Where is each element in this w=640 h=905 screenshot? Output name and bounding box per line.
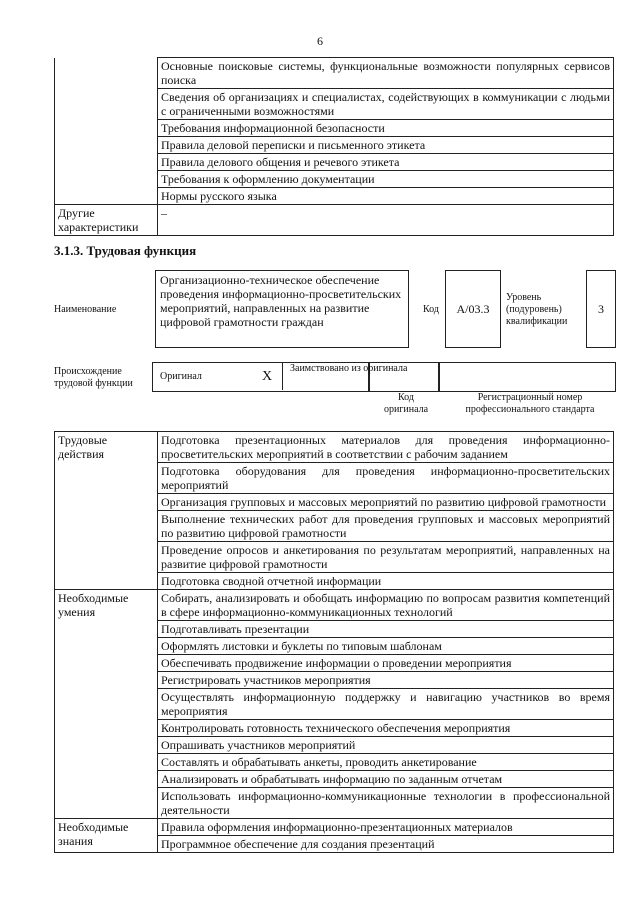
original-mark: X bbox=[262, 369, 273, 384]
row-label bbox=[55, 120, 158, 137]
list-item: Программное обеспечение для создания презентаций bbox=[158, 836, 614, 853]
group-label: Необходимые знания bbox=[55, 819, 158, 853]
list-item: Контролировать готовность технического обеспечения мероприятия bbox=[158, 720, 614, 737]
row-value: Требования к оформлению документации bbox=[158, 171, 614, 188]
list-item: Собирать, анализировать и обобщать информацию по вопросам развития компетенций в сфере информационно-коммуникационных технологий bbox=[158, 590, 614, 621]
table-row bbox=[55, 58, 614, 89]
table-row bbox=[55, 590, 614, 621]
list-item: Подготовка сводной отчетной информации bbox=[158, 573, 614, 590]
row-label bbox=[55, 188, 158, 205]
row-label: Другие характеристики bbox=[55, 205, 158, 236]
list-item: Правила оформления информационно-презентационных материалов bbox=[158, 819, 614, 836]
name-value: Организационно-техническое обеспечение проведения информационно-просветительских мероприятий, направленных на развитие цифровой грамотности граждан bbox=[160, 273, 402, 329]
list-item: Использовать информационно-коммуникационные технологии в профессиональной деятельности bbox=[158, 788, 614, 819]
table-row bbox=[55, 154, 614, 171]
table-row bbox=[55, 120, 614, 137]
list-item: Подготавливать презентации bbox=[158, 621, 614, 638]
row-value: – bbox=[158, 205, 614, 236]
row-label bbox=[55, 58, 158, 89]
origin-label: Происхождение трудовой функции bbox=[54, 366, 133, 389]
row-label bbox=[55, 154, 158, 171]
list-item: Анализировать и обрабатывать информацию по заданным отчетам bbox=[158, 771, 614, 788]
row-value: Правила делового общения и речевого этикета bbox=[158, 154, 614, 171]
row-label bbox=[55, 171, 158, 188]
table-row bbox=[55, 89, 614, 120]
list-item: Подготовка оборудования для проведения информационно-просветительских мероприятий bbox=[158, 463, 614, 494]
table-row bbox=[55, 205, 614, 236]
table-row bbox=[55, 819, 614, 836]
group-label: Необходимые умения bbox=[55, 590, 158, 819]
list-item: Осуществлять информационную поддержку и навигацию участников во время мероприятия bbox=[158, 689, 614, 720]
row-value: Сведения об организациях и специалистах, содействующих в коммуникации с людьми с ограниченными возможностями bbox=[158, 89, 614, 120]
list-item: Регистрировать участников мероприятия bbox=[158, 672, 614, 689]
original-label: Оригинал bbox=[160, 371, 202, 382]
level-box bbox=[586, 270, 616, 348]
origin-divider bbox=[282, 362, 283, 390]
knowledge-continuation-table bbox=[54, 57, 614, 236]
table-row bbox=[55, 171, 614, 188]
table-row bbox=[55, 137, 614, 154]
row-label bbox=[55, 137, 158, 154]
table-row bbox=[55, 432, 614, 463]
row-value: Основные поисковые системы, функциональные возможности популярных сервисов поиска bbox=[158, 58, 614, 89]
code-box bbox=[445, 270, 501, 348]
list-item: Организация групповых и массовых мероприятий по развитию цифровой грамотности bbox=[158, 494, 614, 511]
list-item: Подготовка презентационных материалов для проведения информационно-просветительских мероприятий в соответствии с рабочим заданием bbox=[158, 432, 614, 463]
row-value: Требования информационной безопасности bbox=[158, 120, 614, 137]
name-box bbox=[155, 270, 409, 348]
list-item: Оформлять листовки и буклеты по типовым шаблонам bbox=[158, 638, 614, 655]
list-item: Обеспечивать продвижение информации о проведении мероприятия bbox=[158, 655, 614, 672]
name-label: Наименование bbox=[54, 304, 117, 315]
reg-number-box bbox=[438, 362, 616, 392]
page-number: 6 bbox=[317, 34, 323, 48]
row-value: Правила деловой переписки и письменного этикета bbox=[158, 137, 614, 154]
level-label: Уровень (подуровень) квалификации bbox=[506, 292, 568, 327]
reg-number-label: Регистрационный номер профессионального стандарта bbox=[465, 392, 595, 415]
code-original-box bbox=[368, 362, 440, 392]
list-item: Составлять и обрабатывать анкеты, проводить анкетирование bbox=[158, 754, 614, 771]
level-value: 3 bbox=[598, 301, 604, 316]
code-value: А/03.3 bbox=[456, 301, 490, 316]
section-title: 3.1.3. Трудовая функция bbox=[54, 243, 197, 258]
labor-function-table bbox=[54, 431, 614, 853]
list-item: Опрашивать участников мероприятий bbox=[158, 737, 614, 754]
row-value: Нормы русского языка bbox=[158, 188, 614, 205]
code-label: Код bbox=[423, 304, 439, 315]
row-label bbox=[55, 89, 158, 120]
borrowed-label: Заимствовано из оригинала bbox=[290, 363, 408, 374]
table-row bbox=[55, 188, 614, 205]
list-item: Проведение опросов и анкетирования по результатам мероприятий, направленных на развитие цифровой грамотности bbox=[158, 542, 614, 573]
list-item: Выполнение технических работ для проведения групповых и массовых мероприятий по развитию цифровой грамотности bbox=[158, 511, 614, 542]
group-label: Трудовые действия bbox=[55, 432, 158, 590]
code-original-label: Код оригинала bbox=[383, 392, 429, 415]
